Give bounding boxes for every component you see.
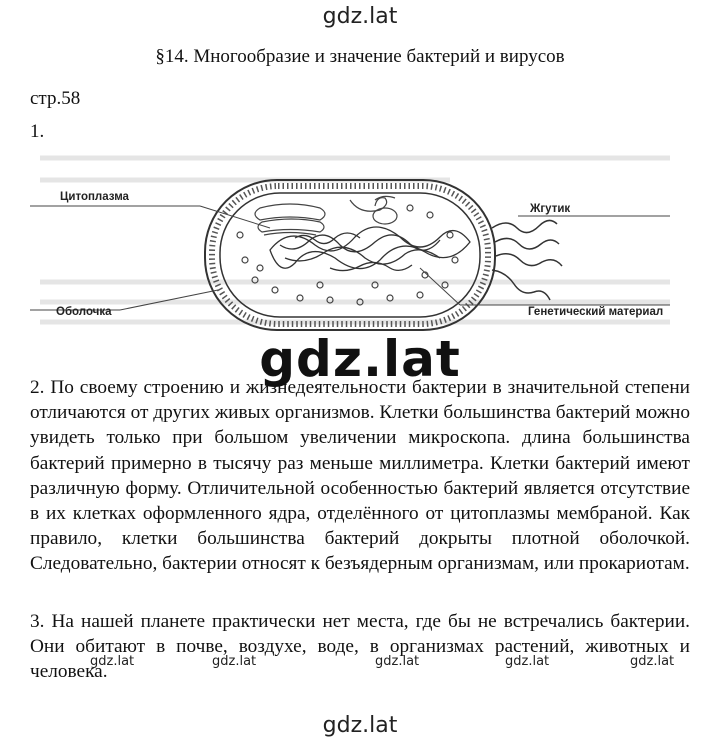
watermark-small: gdz.lat [505, 654, 550, 669]
watermark-small: gdz.lat [630, 654, 675, 669]
item-1-number: 1. [30, 121, 45, 142]
watermark-small: gdz.lat [375, 654, 420, 669]
item-2-paragraph: 2. По своему строению и жизнедеятельности бактерии в значительной степени отличаются от других живых организмов. Клетки большинства бактерий можно увидеть только при большом увеличении микроскопа. длина большинства бактерий примерно в тысячу раз меньше миллиметра. Клетки бактерий имеют различную форму. Отличительной особенностью бактерий является отсутствие в их клетках оформленного ядра, отделённого от цитоплазмы мембраной. Как правило, клетки большинства бактерий докрыты плотной оболочкой. Следовательно, бактерии относят к безъядерным организмам, или прокариотам. [30, 377, 690, 575]
label-membrane: Оболочка [56, 306, 112, 318]
watermark-top: gdz.lat [322, 4, 398, 29]
cytoplasm-detail [255, 196, 397, 235]
watermark-small: gdz.lat [90, 654, 135, 669]
watermark-large: gdz.lat [259, 330, 461, 388]
flagella [492, 220, 562, 300]
bleed-through-lines [40, 158, 670, 322]
label-genetic-material: Генетический материал [528, 306, 664, 318]
page-reference: стр.58 [30, 88, 81, 109]
genetic-material-tangle [270, 227, 470, 271]
item-3-paragraph: 3. На нашей планете практически нет места, где бы не встречались бактерии. Они обитают в почве, воздухе, воде, в организмах растений, животных и человека. [30, 611, 690, 683]
bacterium-diagram [30, 150, 700, 355]
label-cytoplasm: Цитоплазма [60, 191, 129, 203]
section-title: §14. Многообразие и значение бактерий и вирусов [155, 46, 565, 67]
watermark-small: gdz.lat [212, 654, 257, 669]
leader-lines [30, 206, 670, 310]
cell-wall [205, 180, 495, 330]
watermark-bottom: gdz.lat [322, 713, 398, 738]
label-flagellum: Жгутик [530, 203, 571, 215]
